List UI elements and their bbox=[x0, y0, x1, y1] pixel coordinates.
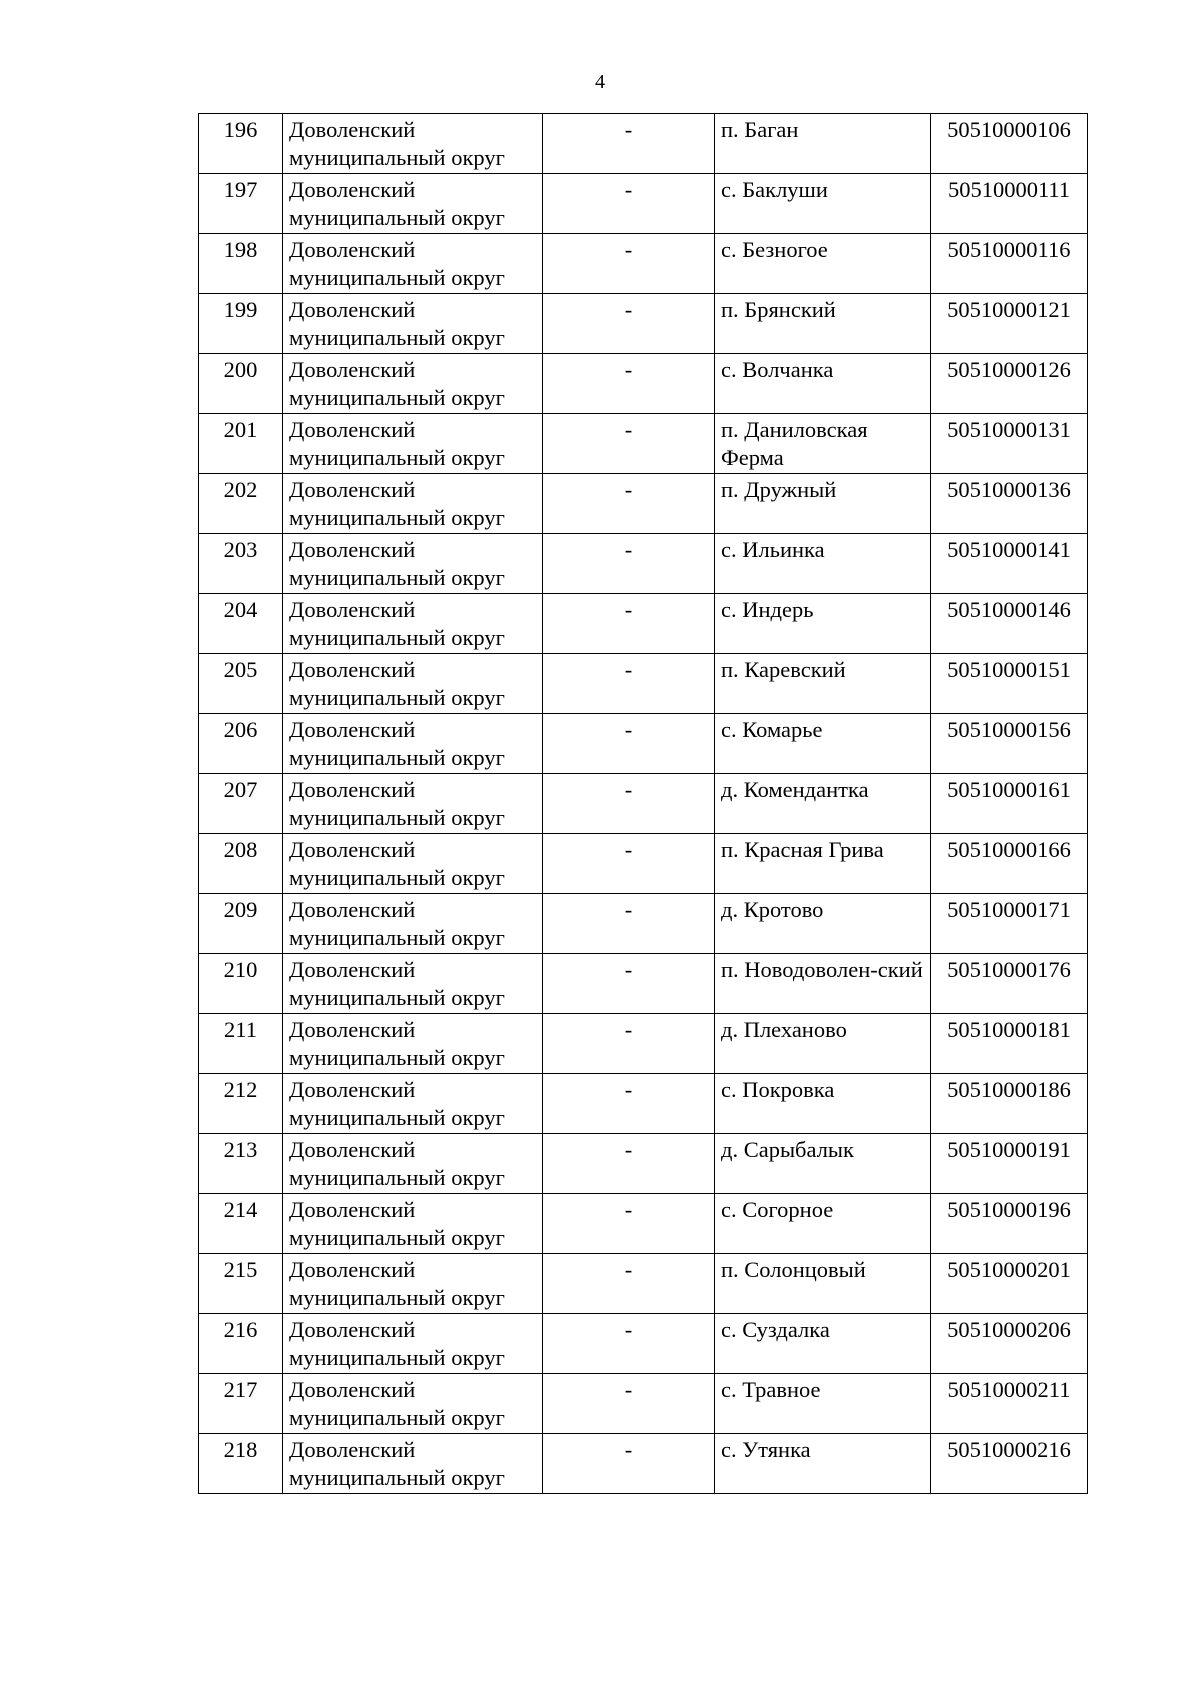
district-name: Доволенский муниципальный округ bbox=[283, 1314, 543, 1374]
oktmo-code: 50510000201 bbox=[931, 1254, 1088, 1314]
settlement-name: с. Покровка bbox=[715, 1074, 931, 1134]
row-number: 203 bbox=[199, 534, 283, 594]
row-number: 198 bbox=[199, 234, 283, 294]
dash-cell: - bbox=[543, 1434, 715, 1494]
table-row bbox=[199, 474, 1088, 534]
settlement-name: с. Волчанка bbox=[715, 354, 931, 414]
district-name: Доволенский муниципальный округ bbox=[283, 594, 543, 654]
settlement-name: п. Каревский bbox=[715, 654, 931, 714]
district-name: Доволенский муниципальный округ bbox=[283, 894, 543, 954]
table-row bbox=[199, 114, 1088, 174]
settlement-name: д. Сарыбалык bbox=[715, 1134, 931, 1194]
row-number: 217 bbox=[199, 1374, 283, 1434]
oktmo-code: 50510000186 bbox=[931, 1074, 1088, 1134]
district-name: Доволенский муниципальный округ bbox=[283, 774, 543, 834]
oktmo-code: 50510000141 bbox=[931, 534, 1088, 594]
table-row bbox=[199, 1254, 1088, 1314]
oktmo-code: 50510000171 bbox=[931, 894, 1088, 954]
district-name: Доволенский муниципальный округ bbox=[283, 1434, 543, 1494]
dash-cell: - bbox=[543, 114, 715, 174]
dash-cell: - bbox=[543, 594, 715, 654]
settlement-name: д. Комендантка bbox=[715, 774, 931, 834]
district-name: Доволенский муниципальный округ bbox=[283, 1074, 543, 1134]
oktmo-code: 50510000211 bbox=[931, 1374, 1088, 1434]
table-row bbox=[199, 174, 1088, 234]
row-number: 205 bbox=[199, 654, 283, 714]
row-number: 204 bbox=[199, 594, 283, 654]
dash-cell: - bbox=[543, 1134, 715, 1194]
table-row bbox=[199, 534, 1088, 594]
district-name: Доволенский муниципальный округ bbox=[283, 714, 543, 774]
settlement-name: п. Даниловская Ферма bbox=[715, 414, 931, 474]
oktmo-code: 50510000131 bbox=[931, 414, 1088, 474]
settlement-name: п. Новодоволен-ский bbox=[715, 954, 931, 1014]
settlement-name: д. Плеханово bbox=[715, 1014, 931, 1074]
oktmo-code: 50510000151 bbox=[931, 654, 1088, 714]
dash-cell: - bbox=[543, 414, 715, 474]
district-name: Доволенский муниципальный округ bbox=[283, 1254, 543, 1314]
district-name: Доволенский муниципальный округ bbox=[283, 954, 543, 1014]
dash-cell: - bbox=[543, 174, 715, 234]
dash-cell: - bbox=[543, 894, 715, 954]
table-row bbox=[199, 414, 1088, 474]
district-name: Доволенский муниципальный округ bbox=[283, 834, 543, 894]
district-name: Доволенский муниципальный округ bbox=[283, 174, 543, 234]
row-number: 214 bbox=[199, 1194, 283, 1254]
district-name: Доволенский муниципальный округ bbox=[283, 534, 543, 594]
row-number: 216 bbox=[199, 1314, 283, 1374]
row-number: 200 bbox=[199, 354, 283, 414]
oktmo-code: 50510000126 bbox=[931, 354, 1088, 414]
row-number: 210 bbox=[199, 954, 283, 1014]
oktmo-code: 50510000176 bbox=[931, 954, 1088, 1014]
settlement-name: с. Комарье bbox=[715, 714, 931, 774]
dash-cell: - bbox=[543, 1374, 715, 1434]
settlements-table bbox=[198, 113, 1088, 1494]
settlement-name: с. Согорное bbox=[715, 1194, 931, 1254]
row-number: 215 bbox=[199, 1254, 283, 1314]
row-number: 206 bbox=[199, 714, 283, 774]
row-number: 202 bbox=[199, 474, 283, 534]
oktmo-code: 50510000166 bbox=[931, 834, 1088, 894]
row-number: 218 bbox=[199, 1434, 283, 1494]
dash-cell: - bbox=[543, 834, 715, 894]
row-number: 211 bbox=[199, 1014, 283, 1074]
row-number: 208 bbox=[199, 834, 283, 894]
dash-cell: - bbox=[543, 474, 715, 534]
dash-cell: - bbox=[543, 534, 715, 594]
table-row bbox=[199, 1314, 1088, 1374]
row-number: 201 bbox=[199, 414, 283, 474]
settlement-name: с. Травное bbox=[715, 1374, 931, 1434]
oktmo-code: 50510000206 bbox=[931, 1314, 1088, 1374]
district-name: Доволенский муниципальный округ bbox=[283, 1134, 543, 1194]
settlement-name: п. Солонцовый bbox=[715, 1254, 931, 1314]
table-row bbox=[199, 1374, 1088, 1434]
row-number: 209 bbox=[199, 894, 283, 954]
district-name: Доволенский муниципальный округ bbox=[283, 654, 543, 714]
row-number: 212 bbox=[199, 1074, 283, 1134]
oktmo-code: 50510000196 bbox=[931, 1194, 1088, 1254]
oktmo-code: 50510000111 bbox=[931, 174, 1088, 234]
district-name: Доволенский муниципальный округ bbox=[283, 1374, 543, 1434]
table-body bbox=[199, 114, 1088, 1494]
table-row bbox=[199, 234, 1088, 294]
settlement-name: п. Красная Грива bbox=[715, 834, 931, 894]
dash-cell: - bbox=[543, 1074, 715, 1134]
settlement-name: п. Брянский bbox=[715, 294, 931, 354]
dash-cell: - bbox=[543, 954, 715, 1014]
dash-cell: - bbox=[543, 774, 715, 834]
dash-cell: - bbox=[543, 294, 715, 354]
oktmo-code: 50510000146 bbox=[931, 594, 1088, 654]
table-row bbox=[199, 1194, 1088, 1254]
settlement-name: с. Утянка bbox=[715, 1434, 931, 1494]
dash-cell: - bbox=[543, 1014, 715, 1074]
table-row bbox=[199, 594, 1088, 654]
table-row bbox=[199, 1134, 1088, 1194]
settlement-name: д. Кротово bbox=[715, 894, 931, 954]
row-number: 196 bbox=[199, 114, 283, 174]
district-name: Доволенский муниципальный округ bbox=[283, 474, 543, 534]
table-row bbox=[199, 714, 1088, 774]
table-row bbox=[199, 1434, 1088, 1494]
row-number: 207 bbox=[199, 774, 283, 834]
dash-cell: - bbox=[543, 1194, 715, 1254]
district-name: Доволенский муниципальный округ bbox=[283, 114, 543, 174]
settlement-name: с. Безногое bbox=[715, 234, 931, 294]
dash-cell: - bbox=[543, 714, 715, 774]
table-row bbox=[199, 954, 1088, 1014]
settlement-name: п. Дружный bbox=[715, 474, 931, 534]
oktmo-code: 50510000106 bbox=[931, 114, 1088, 174]
row-number: 197 bbox=[199, 174, 283, 234]
row-number: 199 bbox=[199, 294, 283, 354]
dash-cell: - bbox=[543, 234, 715, 294]
dash-cell: - bbox=[543, 654, 715, 714]
table-row bbox=[199, 1074, 1088, 1134]
oktmo-code: 50510000216 bbox=[931, 1434, 1088, 1494]
settlement-name: с. Суздалка bbox=[715, 1314, 931, 1374]
settlement-name: с. Индерь bbox=[715, 594, 931, 654]
district-name: Доволенский муниципальный округ bbox=[283, 354, 543, 414]
oktmo-code: 50510000191 bbox=[931, 1134, 1088, 1194]
table-row bbox=[199, 354, 1088, 414]
dash-cell: - bbox=[543, 1254, 715, 1314]
table-row bbox=[199, 294, 1088, 354]
oktmo-code: 50510000161 bbox=[931, 774, 1088, 834]
settlement-name: п. Баган bbox=[715, 114, 931, 174]
district-name: Доволенский муниципальный округ bbox=[283, 1194, 543, 1254]
oktmo-code: 50510000136 bbox=[931, 474, 1088, 534]
dash-cell: - bbox=[543, 354, 715, 414]
settlement-name: с. Ильинка bbox=[715, 534, 931, 594]
district-name: Доволенский муниципальный округ bbox=[283, 294, 543, 354]
table-row bbox=[199, 654, 1088, 714]
table-row bbox=[199, 894, 1088, 954]
oktmo-code: 50510000156 bbox=[931, 714, 1088, 774]
settlement-name: с. Баклуши bbox=[715, 174, 931, 234]
district-name: Доволенский муниципальный округ bbox=[283, 414, 543, 474]
district-name: Доволенский муниципальный округ bbox=[283, 1014, 543, 1074]
row-number: 213 bbox=[199, 1134, 283, 1194]
table-row bbox=[199, 1014, 1088, 1074]
table-row bbox=[199, 834, 1088, 894]
page-number: 4 bbox=[595, 71, 605, 93]
oktmo-code: 50510000121 bbox=[931, 294, 1088, 354]
district-name: Доволенский муниципальный округ bbox=[283, 234, 543, 294]
oktmo-code: 50510000116 bbox=[931, 234, 1088, 294]
oktmo-code: 50510000181 bbox=[931, 1014, 1088, 1074]
dash-cell: - bbox=[543, 1314, 715, 1374]
table-row bbox=[199, 774, 1088, 834]
